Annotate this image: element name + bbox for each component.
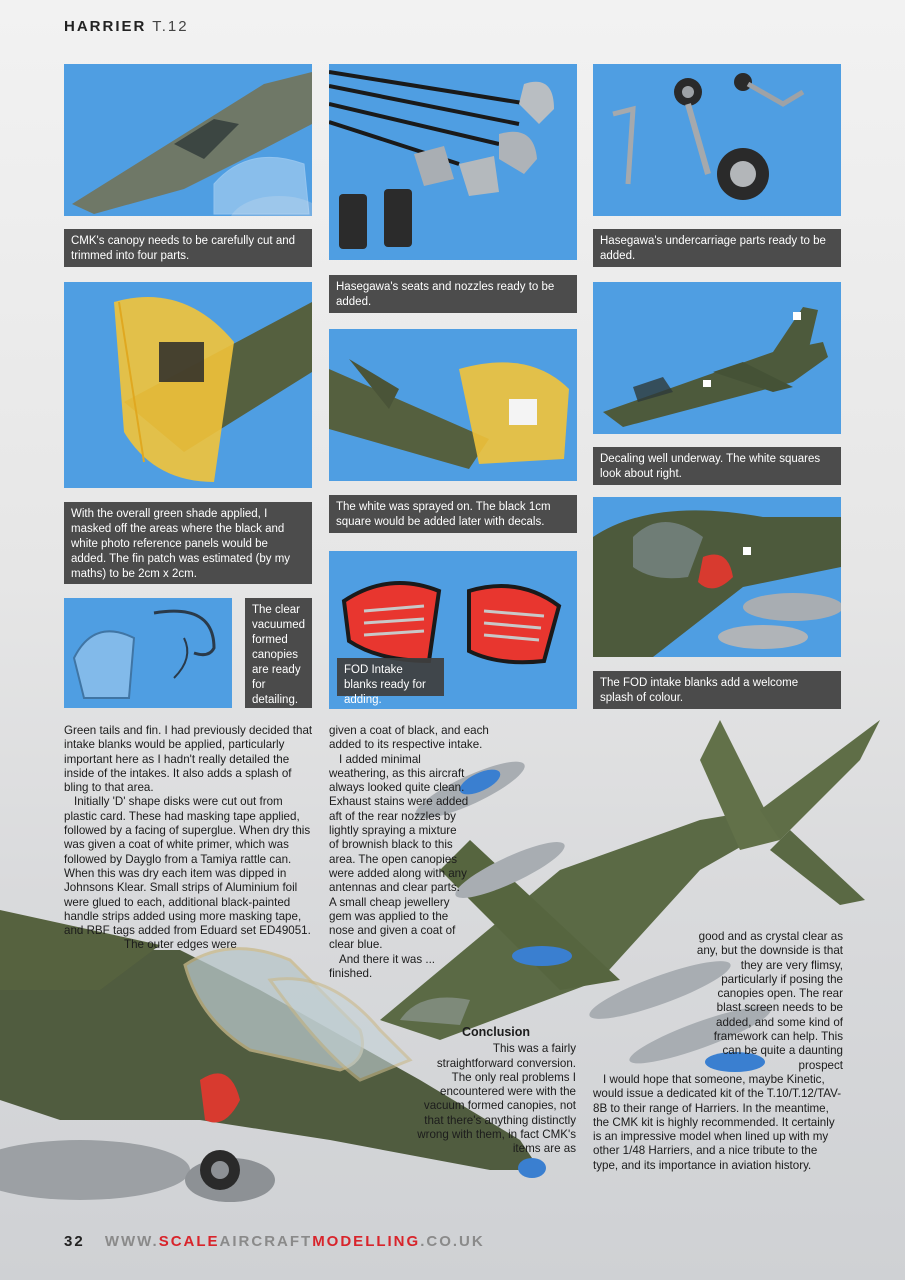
running-header [64,18,189,35]
seats-nozzles-illustration [329,64,577,260]
col1-para-3: The outer edges were [124,938,237,952]
photo-undercarriage [593,64,841,216]
caption-decaling: Decaling well underway. The white squares look about right. [593,447,841,485]
white-sprayed-illustration [329,329,577,481]
caption-fod-splash: The FOD intake blanks add a welcome splash of colour. [593,671,841,709]
col3-para-2: I would hope that someone, maybe Kinetic, would issue a dedicated kit of the T.10/T.12/TAV-8B to their range of Harriers. In the meantime, the CMK kit is highly recommended. It certainly is an impressive model when lined up with my other 1/48 Harriers, and a nice tribute to the type, and its importance in aviation history. [593,1072,842,1172]
caption-canopy: CMK's canopy needs to be carefully cut and trimmed into four parts. [64,229,312,267]
caption-white-sprayed: The white was sprayed on. The black 1cm square would be added later with decals. [329,495,577,533]
photo-fod-splash [593,497,841,657]
caption-green-shade: With the overall green shade applied, I masked off the areas where the black and white photo reference panels would be added. The fin patch was estimated (by my maths) to be 2cm x 2cm. [64,502,312,584]
decaling-illustration [593,282,841,434]
photo-clear-canopies [64,598,232,708]
body-column-2 [329,724,491,981]
col1-para-2: Initially 'D' shape disks were cut out from plastic card. These had masking tape applied, followed by a facing of superglue. When dry this was given a coat of white primer, which was followed by Dayglo from a Tamiya rattle can. When this was dry each item was dipped in Johnsons Klear. Small strips of Aluminium foil were glued to each, additional black-painted handle strips added using more masking tape, and RBF tags added from Eduard set ED49051. [64,795,311,938]
fod-splash-illustration [593,497,841,657]
col3-para-1: good and as crystal clear as any, but the downside is that they are very flimsy, particularly if posing the canopies open. The rear blast screen needs to be added, and some kind of framework can help. This can be quite a daunting prospect [696,930,843,1072]
photo-seats-nozzles [329,64,577,260]
page-number: 32 [64,1233,85,1250]
caption-seats: Hasegawa's seats and nozzles ready to be added. [329,275,577,313]
conclusion-block [416,1025,576,1157]
photo-green-masked [64,282,312,488]
col2-para-3: And there it was ... finished. [329,952,436,981]
footer-modelling: MODELLING [312,1233,421,1250]
conclusion-heading: Conclusion [461,1025,531,1039]
header-title: HARRIER [64,18,147,35]
header-subtitle: T.12 [152,18,189,35]
green-masked-illustration [64,282,312,488]
footer-scale: SCALE [158,1233,220,1250]
photo-canopy [64,64,312,216]
undercarriage-illustration [593,64,841,216]
conclusion-para: This was a fairly straightforward conversion. The only real problems I encountered were with the vacuum formed canopies, not that there's anything distinctly wrong with them, in fact CMK's items are as [417,1042,576,1156]
caption-clear-canopies: The clear vacuumed formed canopies are ready for detailing. [245,598,312,708]
body-column-1 [64,724,314,953]
col1-para-1: Green tails and fin. I had previously decided that intake blanks would be applied, particularly important here as I hadn't really detailed the inside of the intakes. It also adds a splash of bling to that area. [64,724,313,795]
canopy-model-illustration [64,64,312,216]
footer-tld: .CO.UK [420,1233,485,1250]
col2-para-1: given a coat of black, and each added to its respective intake. [329,724,489,752]
footer-aircraft: AIRCRAFT [219,1233,313,1250]
photo-decaling [593,282,841,434]
body-column-3 [593,930,843,1173]
clear-canopies-illustration [64,598,232,708]
caption-fod-ready: FOD Intake blanks ready for adding. [337,658,444,696]
photo-white-sprayed [329,329,577,481]
footer-www: WWW. [104,1233,159,1250]
caption-undercarriage: Hasegawa's undercarriage parts ready to be added. [593,229,841,267]
col2-para-2: I added minimal weathering, as this aircraft always looked quite clean. Exhaust stains were added aft of the rear nozzles by lightly spraying a mixture of brownish black to this area. The open canopies were added along with any antennas and clear parts. A small cheap jewellery gem was applied to the nose and given a coat of clear blue. [329,752,469,952]
footer [64,1233,485,1250]
